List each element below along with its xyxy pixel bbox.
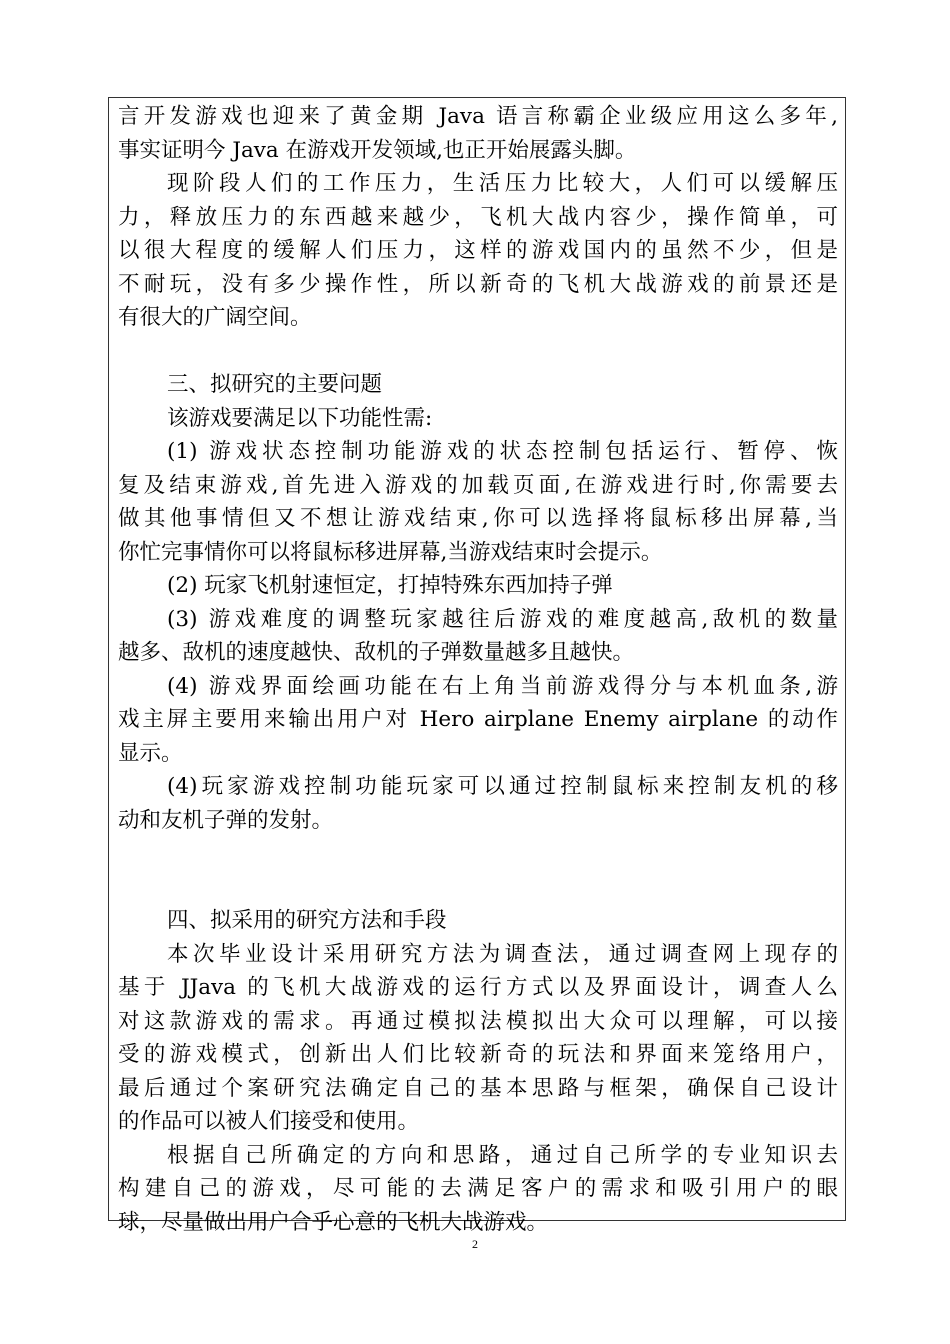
text-line: 本次毕业设计采用研究方法为调查法，通过调查网上现存的 bbox=[167, 941, 838, 967]
text-line: 根据自己所确定的方向和思路，通过自己所学的专业知识去 bbox=[167, 1142, 838, 1168]
text-line: 做其他事情但又不想让游戏结束,你可以选择将鼠标移出屏幕,当 bbox=[118, 506, 838, 531]
text-line: 显示。 bbox=[118, 740, 183, 766]
text-line: 构建自己的游戏，尽可能的去满足客户的需求和吸引用户的眼 bbox=[118, 1176, 838, 1201]
text-line: (4)玩家游戏控制功能玩家可以通过控制鼠标来控制友机的移 bbox=[167, 774, 838, 799]
text-line: 事实证明今 Java 在游戏开发领域,也正开始展露头脚。 bbox=[118, 137, 637, 163]
section-heading: 三、拟研究的主要问题 bbox=[167, 372, 383, 397]
text-line: 现阶段人们的工作压力，生活压力比较大，人们可以缓解压 bbox=[167, 171, 838, 196]
text-line: 的作品可以被人们接受和使用。 bbox=[118, 1109, 420, 1134]
text-line: (2) 玩家飞机射速恒定，打掉特殊东西加持子弹 bbox=[167, 573, 613, 598]
text-line: 戏主屏主要用来输出用户对 Hero airplane Enemy airplane 的动作 bbox=[118, 707, 838, 732]
text-line: 对这款游戏的需求。再通过模拟法模拟出大众可以理解，可以接 bbox=[118, 1008, 838, 1034]
text-line: 不耐玩，没有多少操作性，所以新奇的飞机大战游戏的前景还是 bbox=[118, 271, 838, 297]
text-line: 基于 JJava 的飞机大战游戏的运行方式以及界面设计，调查人么 bbox=[118, 975, 838, 1000]
text-line: (1) 游戏状态控制功能游戏的状态控制包括运行、暂停、恢 bbox=[167, 439, 838, 464]
text-line: 言开发游戏也迎来了黄金期 Java 语言称霸企业级应用这么多年, bbox=[118, 104, 838, 129]
text-line: 你忙完事情你可以将鼠标移进屏幕,当游戏结束时会提示。 bbox=[118, 539, 663, 565]
text-line: 球，尽量做出用户合乎心意的飞机大战游戏。 bbox=[118, 1209, 549, 1235]
text-line: 最后通过个案研究法确定自己的基本思路与框架，确保自己设计 bbox=[118, 1075, 838, 1101]
document-body bbox=[118, 100, 838, 1239]
text-line: 有很大的广阔空间。 bbox=[118, 305, 312, 330]
text-line: 该游戏要满足以下功能性需: bbox=[167, 405, 433, 431]
section-heading: 四、拟采用的研究方法和手段 bbox=[167, 908, 447, 933]
text-line: (4) 游戏界面绘画功能在右上角当前游戏得分与本机血条,游 bbox=[167, 673, 838, 699]
text-line: 以很大程度的缓解人们压力，这样的游戏国内的虽然不少，但是 bbox=[118, 238, 838, 263]
page-number: 2 bbox=[472, 1237, 478, 1251]
text-line: 动和友机子弹的发射。 bbox=[118, 807, 334, 833]
text-line: (3) 游戏难度的调整玩家越往后游戏的难度越高,敌机的数量 bbox=[167, 606, 838, 632]
text-line: 复及结束游戏,首先进入游戏的加载页面,在游戏进行时,你需要去 bbox=[118, 472, 838, 498]
text-line: 越多、敌机的速度越快、敌机的子弹数量越多且越快。 bbox=[118, 640, 635, 665]
text-line: 受的游戏模式，创新出人们比较新奇的玩法和界面来笼络用户， bbox=[118, 1042, 838, 1067]
text-line: 力，释放压力的东西越来越少，飞机大战内容少，操作简单，可 bbox=[118, 204, 838, 230]
